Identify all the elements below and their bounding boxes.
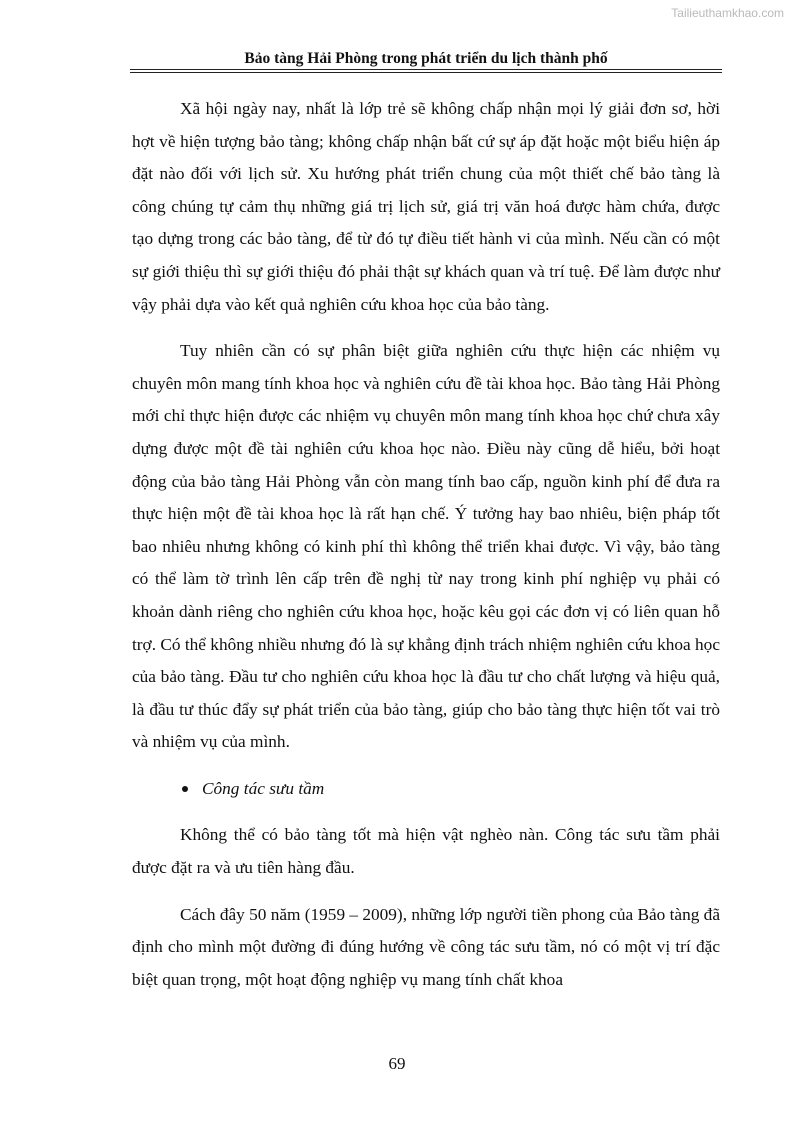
- section-heading: Công tác sưu tầm: [202, 778, 325, 798]
- bullet-item: [132, 773, 720, 806]
- paragraph: Cách đây 50 năm (1959 – 2009), những lớp người tiền phong của Bảo tàng đã định cho mình một đường đi đúng hướng về công tác sưu tầm, nó có một vị trí đặc biệt quan trọng, một hoạt động nghiệp vụ mang tính chất khoa: [132, 904, 720, 989]
- paragraph: Tuy nhiên cần có sự phân biệt giữa nghiên cứu thực hiện các nhiệm vụ chuyên môn mang tính khoa học và nghiên cứu đề tài khoa học. Bảo tàng Hải Phòng mới chỉ thực hiện được các nhiệm vụ chuyên môn mang tính khoa học chứ chưa xây dựng được một đề tài nghiên cứu khoa học nào. Điều này cũng dễ hiểu, bởi hoạt động của bảo tàng Hải Phòng vẫn còn mang tính bao cấp, nguồn kinh phí để đưa ra thực hiện một đề tài khoa học là rất hạn chế. Ý tưởng hay bao nhiêu, biện pháp tốt bao nhiêu nhưng không có kinh phí thì không thể triển khai được. Vì vậy, bảo tàng có thể làm tờ trình lên cấp trên đề nghị từ nay trong kinh phí nghiệp vụ phải có khoản dành riêng cho nghiên cứu khoa học, hoặc kêu gọi các đơn vị có liên quan hỗ trợ. Có thể không nhiều nhưng đó là sự khẳng định trách nhiệm nghiên cứu khoa học của bảo tàng. Đầu tư cho nghiên cứu khoa học là đầu tư cho chất lượng và hiệu quả, là đầu tư thúc đẩy sự phát triển của bảo tàng, giúp cho bảo tàng thực hiện tốt vai trò và nhiệm vụ của mình.: [132, 341, 720, 752]
- paragraph: Xã hội ngày nay, nhất là lớp trẻ sẽ không chấp nhận mọi lý giải đơn sơ, hời hợt về hiện tượng bảo tàng; không chấp nhận bất cứ sự áp đặt hoặc một biểu hiện áp đặt nào đối với lịch sử. Xu hướng phát triển chung của một thiết chế bảo tàng là công chúng tự cảm thụ những giá trị lịch sử, giá trị văn hoá được hàm chứa, được tạo dựng trong các bảo tàng, để từ đó tự điều tiết hành vi của mình. Nếu cần có một sự giới thiệu thì sự giới thiệu đó phải thật sự khách quan và trí tuệ. Để làm được như vậy phải dựa vào kết quả nghiên cứu khoa học của bảo tàng.: [132, 99, 720, 314]
- bullet-icon: [182, 786, 188, 792]
- header-rule: [130, 69, 722, 73]
- paragraph: Không thể có bảo tàng tốt mà hiện vật nghèo nàn. Công tác sưu tầm phải được đặt ra và ưu tiên hàng đầu.: [132, 825, 720, 878]
- watermark: Tailieuthamkhao.com: [671, 6, 784, 20]
- page-number: 69: [388, 1054, 406, 1073]
- running-header: Bảo tàng Hải Phòng trong phát triển du lịch thành phố: [244, 50, 608, 67]
- document-body: [132, 93, 720, 996]
